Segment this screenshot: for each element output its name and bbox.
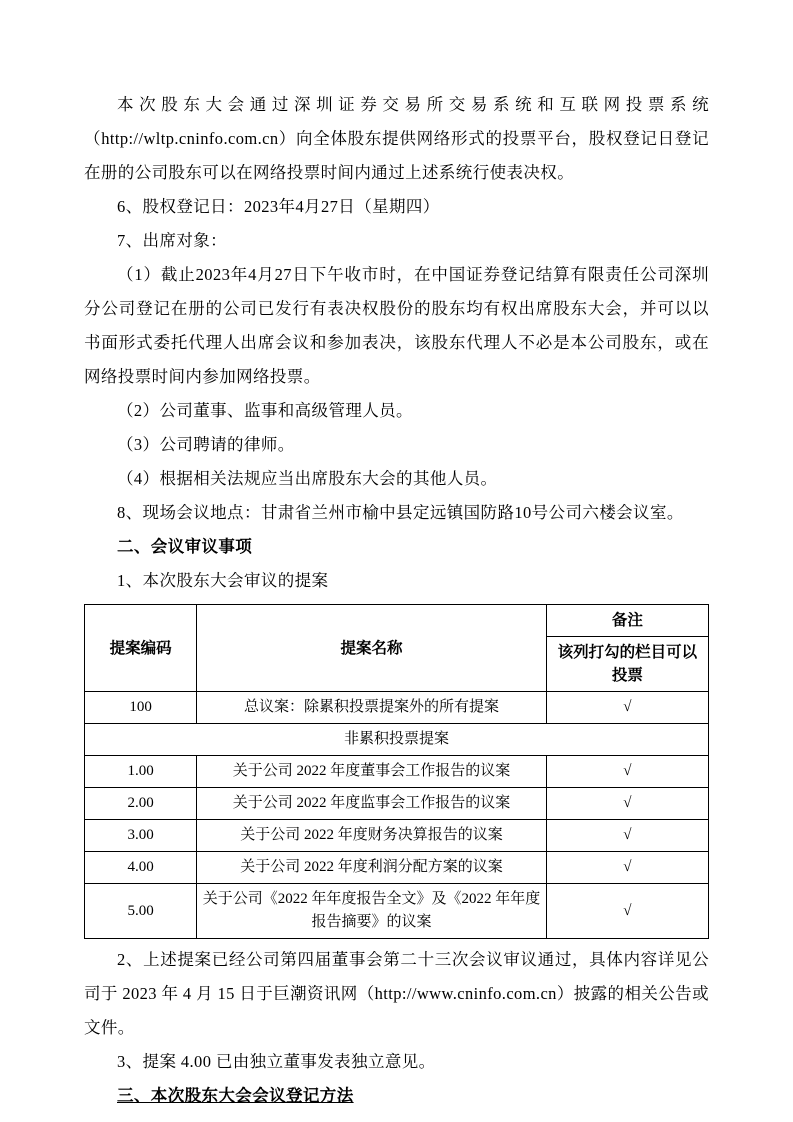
table-row (85, 884, 709, 939)
cell-name: 关于公司 2022 年度董事会工作报告的议案 (197, 756, 546, 788)
paragraph-board-approval: 2、上述提案已经公司第四届董事会第二十三次会议审议通过，具体内容详见公司于 2023 年 4 月 15 日于巨潮资讯网（http://www.cninfo.com.cn）披露的相关公告或文件。 (84, 950, 709, 1037)
cell-note: √ (546, 852, 708, 884)
cell-code: 2.00 (85, 788, 197, 820)
cell-code: 5.00 (85, 884, 197, 939)
cell-code: 3.00 (85, 820, 197, 852)
paragraph-meeting-location: 8、现场会议地点：甘肃省兰州市榆中县定远镇国防路10号公司六楼会议室。 (117, 503, 684, 522)
table-row (85, 820, 709, 852)
cell-code: 4.00 (85, 852, 197, 884)
table-header-row (85, 605, 709, 637)
cell-note: √ (546, 756, 708, 788)
cell-name: 总议案：除累积投票提案外的所有提案 (197, 692, 546, 724)
cell-name: 关于公司 2022 年度利润分配方案的议案 (197, 852, 546, 884)
cell-code: 100 (85, 692, 197, 724)
section-heading-agenda: 二、会议审议事项 (117, 537, 253, 556)
header-name: 提案名称 (197, 605, 546, 692)
table-row-section (85, 724, 709, 756)
cell-name: 关于公司 2022 年度监事会工作报告的议案 (197, 788, 546, 820)
cell-name: 关于公司《2022 年年度报告全文》及《2022 年年度报告摘要》的议案 (197, 884, 546, 939)
cell-name: 关于公司 2022 年度财务决算报告的议案 (197, 820, 546, 852)
cell-note: √ (546, 692, 708, 724)
subheading-proposals: 1、本次股东大会审议的提案 (117, 571, 329, 590)
paragraph-attendees-1: （1）截止2023年4月27日下午收市时，在中国证券登记结算有限责任公司深圳分公司登记在册的公司已发行有表决权股份的股东均有权出席股东大会，并可以以书面形式委托代理人出席会议和参加表决，该股东代理人不必是本公司股东，或在网络投票时间内参加网络投票。 (84, 265, 709, 386)
cell-note: √ (546, 820, 708, 852)
proposal-table (84, 604, 709, 939)
table-row (85, 756, 709, 788)
paragraph-attendees-4: （4）根据相关法规应当出席股东大会的其他人员。 (117, 469, 498, 488)
paragraph-voting-system: 本次股东大会通过深圳证券交易所交易系统和互联网投票系统（http://wltp.cninfo.com.cn）向全体股东提供网络形式的投票平台，股权登记日登记在册的公司股东可以在网络投票时间内通过上述系统行使表决权。 (84, 95, 709, 182)
table-row (85, 788, 709, 820)
cell-note: √ (546, 884, 708, 939)
header-note: 备注 (546, 605, 708, 637)
paragraph-attendees-3: （3）公司聘请的律师。 (117, 435, 295, 454)
paragraph-attendees-label: 7、出席对象： (117, 231, 228, 250)
table-row (85, 852, 709, 884)
cell-note: √ (546, 788, 708, 820)
cell-section-label: 非累积投票提案 (85, 724, 709, 756)
table-row (85, 692, 709, 724)
paragraph-record-date: 6、股权登记日：2023年4月27日（星期四） (117, 197, 440, 216)
paragraph-attendees-2: （2）公司董事、监事和高级管理人员。 (117, 401, 413, 420)
paragraph-independent-opinion: 3、提案 4.00 已由独立董事发表独立意见。 (117, 1052, 436, 1071)
header-note-sub: 该列打勾的栏目可以投票 (546, 637, 708, 692)
section-heading-registration: 三、本次股东大会会议登记方法 (117, 1086, 354, 1105)
header-code: 提案编码 (85, 605, 197, 692)
cell-code: 1.00 (85, 756, 197, 788)
